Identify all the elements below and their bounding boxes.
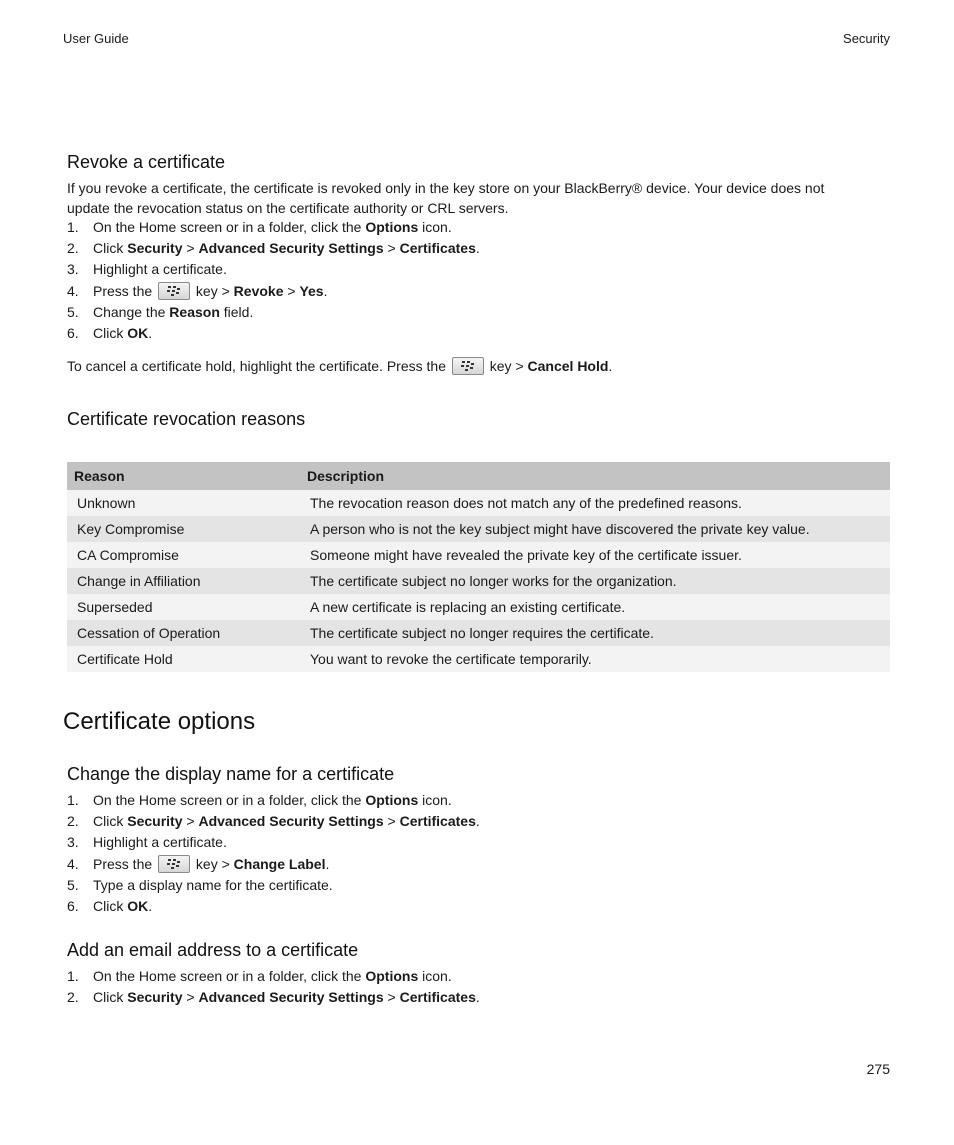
step: 2. Click Security > Advanced Security Settings > Certificates. [67,813,480,829]
reasons-heading: Certificate revocation reasons [67,409,306,429]
reasons-table [67,462,890,672]
step: 5. Change the Reason field. [67,304,254,320]
menu-key-icon [158,855,190,873]
step: 4. Press the key > Change Label. [67,856,330,872]
reason-cell: Key Compromise [67,516,300,542]
step: 1. On the Home screen or in a folder, click the Options icon. [67,219,452,235]
step: 4. Press the key > Revoke > Yes. [67,283,328,299]
step: 1. On the Home screen or in a folder, click the Options icon. [67,792,452,808]
table-row [67,594,890,620]
table-row [67,646,890,672]
description-cell: The revocation reason does not match any of the predefined reasons. [300,490,890,516]
reason-cell: Superseded [67,594,300,620]
description-cell: A person who is not the key subject might have discovered the private key value. [300,516,890,542]
reason-cell: Change in Affiliation [67,568,300,594]
reason-cell: CA Compromise [67,542,300,568]
table-header-row [67,462,890,490]
step: 2. Click Security > Advanced Security Settings > Certificates. [67,989,480,1005]
step: 6. Click OK. [67,898,153,914]
email-heading: Add an email address to a certificate [67,940,359,960]
page-number: 275 [866,1061,890,1077]
description-cell: A new certificate is replacing an existing certificate. [300,594,890,620]
description-cell: The certificate subject no longer requires the certificate. [300,620,890,646]
email-steps [67,966,480,1008]
reason-cell: Certificate Hold [67,646,300,672]
display-name-heading: Change the display name for a certificate [67,764,395,784]
running-header-right: Security [843,31,890,46]
cancel-hold-note: To cancel a certificate hold, highlight the certificate. Press the key > Cancel Hold. [67,358,613,374]
step: 3. Highlight a certificate. [67,261,227,277]
step: 2. Click Security > Advanced Security Settings > Certificates. [67,240,480,256]
table-row [67,542,890,568]
revoke-heading: Revoke a certificate [67,152,226,172]
menu-key-icon [452,357,484,375]
reason-cell: Cessation of Operation [67,620,300,646]
table-row [67,620,890,646]
table-row [67,490,890,516]
description-cell: Someone might have revealed the private key of the certificate issuer. [300,542,890,568]
table-row [67,516,890,542]
step: 1. On the Home screen or in a folder, click the Options icon. [67,968,452,984]
step: 3. Highlight a certificate. [67,834,227,850]
display-name-steps [67,790,480,917]
revoke-intro: If you revoke a certificate, the certificate is revoked only in the key store on your BlackBerry® device. Your device does not update the revocation status on the certificate authority or CRL servers. [67,180,825,216]
menu-key-icon [158,282,190,300]
step: 5. Type a display name for the certificate. [67,877,333,893]
column-header-description: Description [300,462,890,490]
running-header-left: User Guide [63,31,129,46]
step: 6. Click OK. [67,325,153,341]
revoke-steps [67,217,480,344]
description-cell: You want to revoke the certificate temporarily. [300,646,890,672]
options-heading: Certificate options [63,708,256,735]
description-cell: The certificate subject no longer works for the organization. [300,568,890,594]
column-header-reason: Reason [67,462,300,490]
reason-cell: Unknown [67,490,300,516]
table-row [67,568,890,594]
